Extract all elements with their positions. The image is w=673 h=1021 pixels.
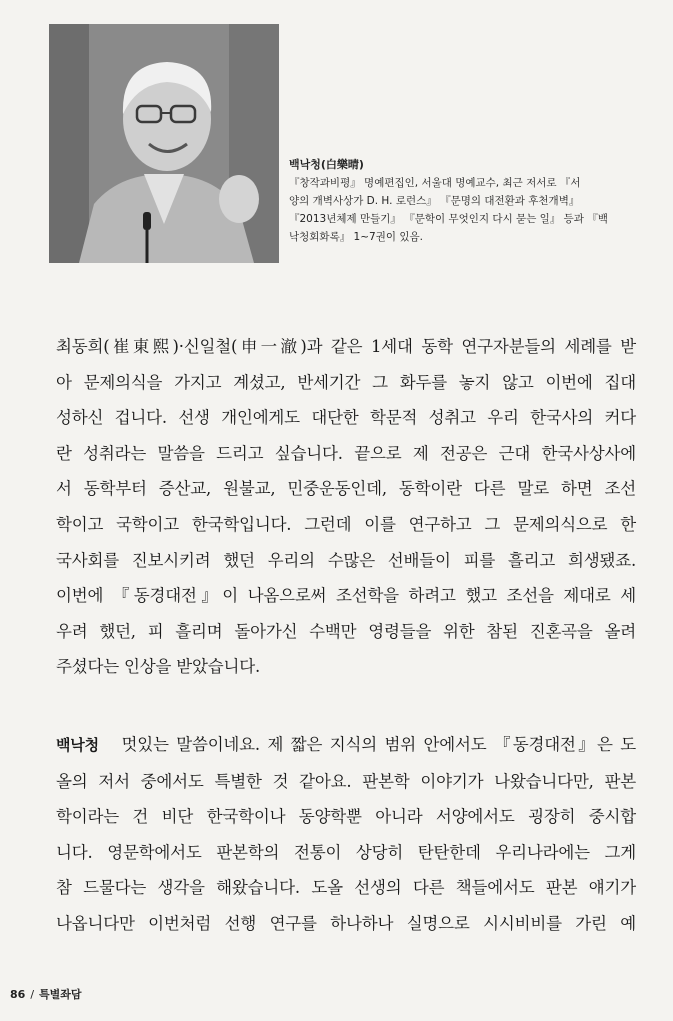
- text-line: 주셨다는 인상을 받았습니다.: [56, 657, 261, 677]
- caption-line: 『2013년체제 만들기』 『문학이 무엇인지 다시 묻는 일』 등과 『백: [289, 213, 608, 225]
- portrait-illustration: [49, 24, 279, 263]
- text-line: 최동희(崔東熙)·신일철(申一澈)과 같은 1세대 동학 연구자분들의 세례를 받: [56, 337, 636, 356]
- paragraph-1: [56, 329, 636, 685]
- text-line: 멋있는 말씀이네요. 제 짧은 지식의 범위 안에서도 『동경대전』은 도: [121, 735, 637, 754]
- text-line: 참 드물다는 생각을 해왔습니다. 도올 선생의 다른 책들에서도 판본 얘기가: [56, 878, 636, 898]
- footer-separator: /: [30, 988, 35, 1001]
- text-line: 나옵니다만 이번처럼 선행 연구를 하나하나 실명으로 시시비비를 가린 예: [56, 913, 636, 933]
- text-line: 올의 저서 중에서도 특별한 것 같아요. 판본학 이야기가 나왔습니다만, 판본: [56, 771, 636, 791]
- caption-name: 백낙청(白樂晴): [289, 158, 364, 171]
- caption-line: 양의 개벽사상가 D. H. 로런스』 『문명의 대전환과 후천개벽』: [289, 195, 580, 207]
- text-line: 성하신 겁니다. 선생 개인에게도 대단한 학문적 성취고 우리 한국사의 커다: [56, 408, 636, 428]
- text-line: 서 동학부터 증산교, 원불교, 민중운동인데, 동학이란 다른 말로 하면 조선: [56, 479, 636, 499]
- text-line: 니다. 영문학에서도 판본학의 전통이 상당히 탄탄한데 우리나라에는 그게: [56, 842, 636, 862]
- text-line-with-speaker: [56, 727, 636, 764]
- page-footer: [10, 986, 82, 1002]
- text-line: 학이고 국학이고 한국학입니다. 그런데 이를 연구하고 그 문제의식으로 한: [56, 514, 636, 534]
- page-number: 86: [10, 988, 26, 1001]
- photo-caption: [289, 156, 669, 246]
- section-title: 특별좌담: [39, 988, 82, 1001]
- paragraph-2: [56, 727, 636, 942]
- portrait-photo: [49, 24, 279, 263]
- text-line: 학이라는 건 비단 한국학이나 동양학뿐 아니라 서양에서도 굉장히 중시합: [56, 807, 636, 827]
- speaker-name: 백낙청: [56, 736, 99, 754]
- caption-line: 『창작과비평』 명예편집인, 서울대 명예교수, 최근 저서로 『서: [289, 177, 581, 189]
- text-line: 국사회를 진보시키려 했던 우리의 수많은 선배들이 피를 흘리고 희생됐죠.: [56, 550, 636, 570]
- text-line: 란 성취라는 말씀을 드리고 싶습니다. 끝으로 제 전공은 근대 한국사상사에: [56, 443, 636, 463]
- caption-line: 낙청회화록』 1~7권이 있음.: [289, 231, 423, 243]
- text-line: 이번에 『동경대전』이 나옴으로써 조선학을 하려고 했고 조선을 제대로 세: [56, 586, 636, 606]
- text-line: 아 문제의식을 가지고 계셨고, 반세기간 그 화두를 놓지 않고 이번에 집대: [56, 372, 636, 392]
- text-line: 우려 했던, 피 흘리며 돌아가신 수백만 영령들을 위한 참된 진혼곡을 올려: [56, 621, 636, 641]
